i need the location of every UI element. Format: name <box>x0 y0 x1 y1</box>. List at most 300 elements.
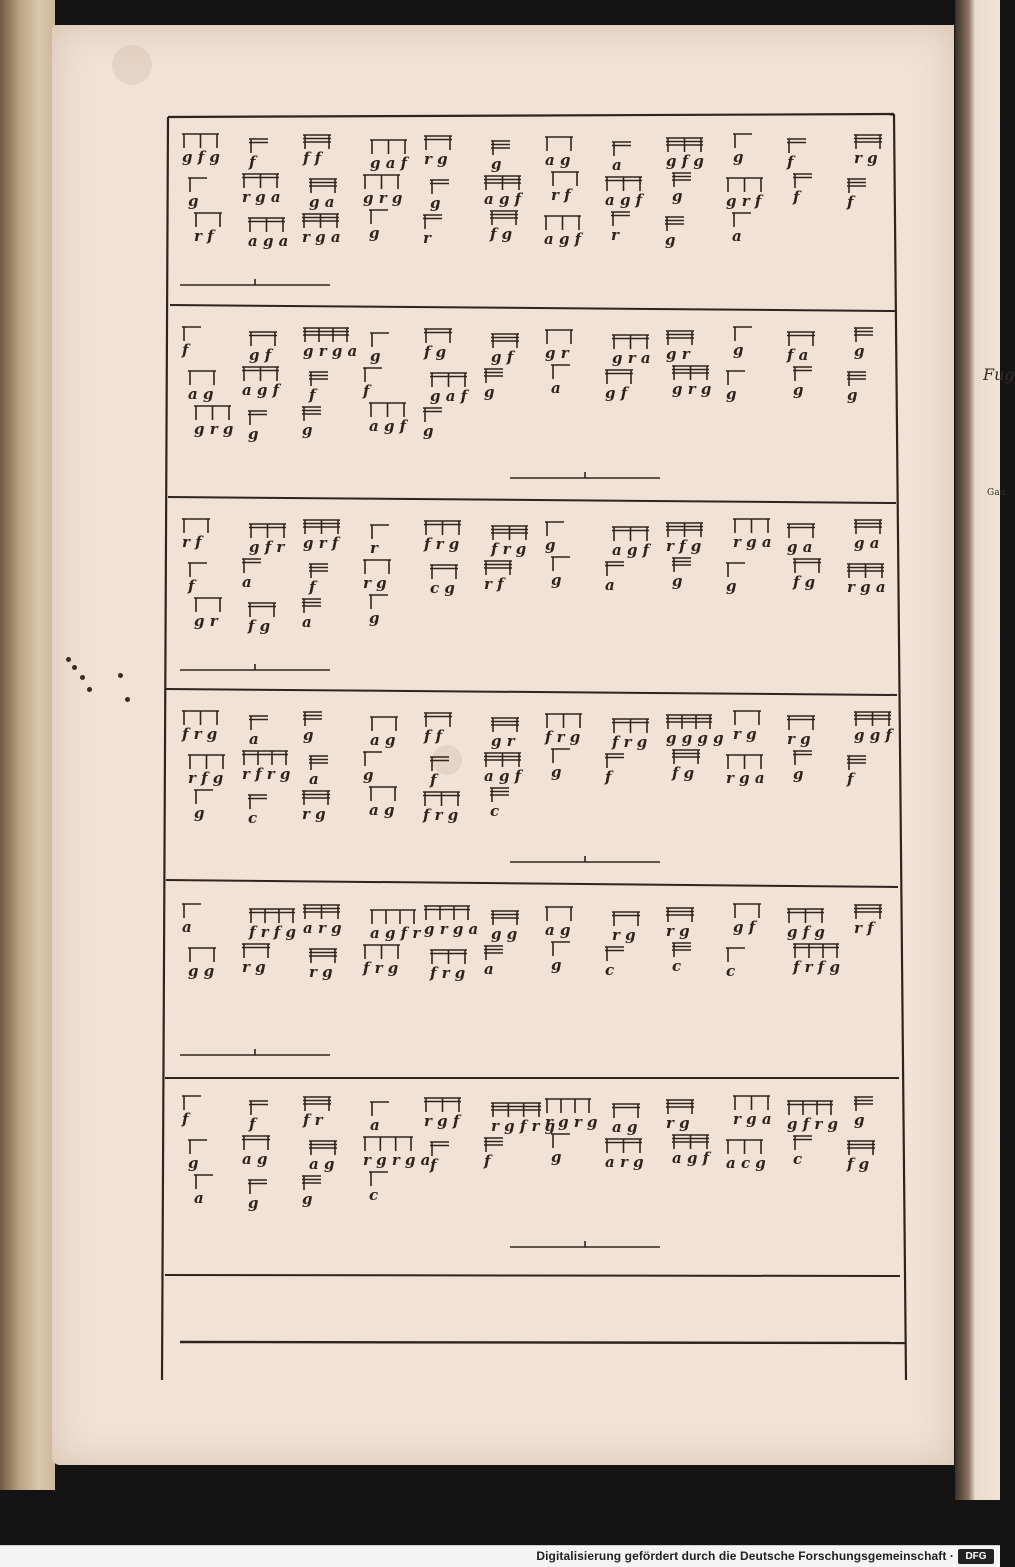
tablature-note-letters: g <box>733 148 744 166</box>
funding-credit: Digitalisierung gefördert durch die Deutsche Forschungsgemeinschaft · <box>536 1549 954 1563</box>
rhythm-sign <box>188 755 225 769</box>
rhythm-sign <box>787 139 806 153</box>
rhythm-sign <box>309 372 328 386</box>
tablature-note-letters: a <box>732 227 742 245</box>
tablature-note-letters: f r <box>303 1111 323 1129</box>
tie-mark <box>180 279 330 285</box>
tablature-note-letters: g f r g <box>787 1115 838 1133</box>
rhythm-sign <box>182 327 201 341</box>
tablature-note-letters: f <box>249 153 256 171</box>
rhythm-sign <box>182 134 219 148</box>
tablature-note-letters: a <box>309 770 319 788</box>
tablature-note-letters: r g <box>787 730 811 748</box>
rhythm-sign <box>424 906 470 920</box>
tablature-note-letters: a <box>302 613 312 631</box>
rhythm-sign <box>551 365 570 379</box>
tablature-note-letters: f g <box>847 1155 870 1173</box>
rhythm-sign <box>605 947 624 961</box>
tablature-note-letters: g <box>551 763 562 781</box>
tablature-note-letters: r f g <box>188 769 224 787</box>
rhythm-sign <box>248 603 276 617</box>
rhythm-sign <box>551 172 579 186</box>
tablature-note-letters: r g a <box>733 1110 772 1128</box>
tablature-note-letters: g <box>672 572 683 590</box>
tie-mark <box>510 1241 660 1247</box>
rhythm-sign <box>363 752 382 766</box>
tablature-note-letters: r g <box>302 805 326 823</box>
tablature-note-letters: r f <box>484 575 504 593</box>
rhythm-sign <box>242 1136 270 1150</box>
rhythm-sign <box>491 718 519 732</box>
tablature-note-letters: f g <box>424 343 447 361</box>
rhythm-sign <box>370 717 398 731</box>
rhythm-sign <box>484 753 521 767</box>
tablature-note-letters: f <box>309 386 316 404</box>
rhythm-sign <box>672 750 700 764</box>
rhythm-sign <box>672 173 691 187</box>
rhythm-sign <box>666 715 712 729</box>
tablature-note-letters: f r g <box>612 733 648 751</box>
tablature-note-letters: a g <box>370 731 396 749</box>
tablature-note-letters: a g <box>369 801 395 819</box>
rhythm-sign <box>733 134 752 148</box>
rhythm-sign <box>188 371 216 385</box>
tablature-note-letters: r g <box>666 922 690 940</box>
rhythm-sign <box>854 1097 873 1111</box>
tablature-note-letters: g r f <box>726 192 762 210</box>
tablature-note-letters: r g f r g <box>491 1117 556 1135</box>
rhythm-sign <box>666 138 703 152</box>
tablature-note-letters: a <box>484 960 494 978</box>
tablature-note-letters: g <box>793 381 804 399</box>
system-separator <box>166 880 898 887</box>
tablature-note-letters: g r g a <box>424 920 479 938</box>
rhythm-sign <box>182 904 201 918</box>
tablature-note-letters: g g f <box>854 726 892 744</box>
tablature-note-letters: g <box>369 224 380 242</box>
system-separator <box>165 1275 900 1276</box>
tablature-note-letters: r g <box>242 958 266 976</box>
rhythm-sign <box>423 792 460 806</box>
tablature-note-letters: r f r g <box>242 765 291 783</box>
rhythm-sign <box>612 912 640 926</box>
tablature-note-letters: r f <box>194 227 214 245</box>
tablature-note-letters: g f r <box>249 538 285 556</box>
tablature-note-letters: f <box>847 193 854 211</box>
rhythm-sign <box>612 335 649 349</box>
tablature-note-letters: g <box>854 1111 865 1129</box>
tablature-note-letters: f <box>182 1110 189 1128</box>
rhythm-sign <box>545 330 573 344</box>
tablature-note-letters: f <box>430 771 437 789</box>
tablature-note-letters: g r g <box>672 380 712 398</box>
tablature-note-letters: a g f <box>369 417 407 435</box>
tablature-note-letters: f f <box>303 149 322 167</box>
tablature-note-letters: g r g a <box>303 342 358 360</box>
rhythm-sign <box>847 756 866 770</box>
tablature-note-letters: g g <box>188 962 215 980</box>
rhythm-sign <box>194 598 222 612</box>
tablature-note-letters: c <box>248 809 258 827</box>
rhythm-sign <box>248 795 267 809</box>
tablature-note-letters: g <box>194 804 205 822</box>
rhythm-sign <box>249 909 295 923</box>
tablature-note-letters: g <box>847 386 858 404</box>
tablature-note-letters: a g f <box>242 381 280 399</box>
tablature-note-letters: f r g <box>182 725 218 743</box>
tablature-note-letters: f r g <box>491 540 527 558</box>
tablature-note-letters: r g a <box>847 578 886 596</box>
rhythm-sign <box>430 565 458 579</box>
rhythm-sign <box>369 210 388 224</box>
system-separator <box>168 497 896 503</box>
tablature-note-letters: g g g g <box>666 729 724 747</box>
tablature-note-letters: g <box>484 383 495 401</box>
rhythm-sign <box>491 334 519 348</box>
tablature-system <box>181 1096 875 1247</box>
rhythm-sign <box>545 137 573 151</box>
rhythm-sign <box>793 367 812 381</box>
tablature-note-letters: r g <box>612 926 636 944</box>
rhythm-sign <box>302 214 339 228</box>
rhythm-sign <box>194 406 231 420</box>
tablature-note-letters: g <box>188 1154 199 1172</box>
tablature-note-letters: c <box>605 961 615 979</box>
rhythm-sign <box>672 943 691 957</box>
tablature-note-letters: r <box>423 229 431 247</box>
tablature-system <box>180 904 882 1055</box>
tablature-note-letters: g <box>302 421 313 439</box>
tablature-note-letters: g <box>726 577 737 595</box>
tablature-note-letters: g f <box>249 346 272 364</box>
tablature-note-letters: c <box>793 1150 803 1168</box>
tablature-note-letters: g a <box>309 193 335 211</box>
rhythm-sign <box>302 791 330 805</box>
tablature-note-letters: g <box>854 342 865 360</box>
rhythm-sign <box>303 328 349 342</box>
tablature-note-letters: a g a <box>248 232 289 250</box>
rhythm-sign <box>787 716 815 730</box>
rhythm-sign <box>369 787 397 801</box>
rhythm-sign <box>484 369 503 383</box>
tablature-note-letters: r g a <box>242 188 281 206</box>
rhythm-sign <box>491 1103 541 1117</box>
rhythm-sign <box>370 140 407 154</box>
rhythm-sign <box>363 368 382 382</box>
tablature-note-letters: a g f <box>672 1149 710 1167</box>
tablature-note-letters: g r g <box>363 189 403 207</box>
tablature-note-letters: g f g <box>787 923 825 941</box>
rhythm-sign <box>484 561 512 575</box>
rhythm-sign <box>369 403 406 417</box>
rhythm-sign <box>188 1140 207 1154</box>
rhythm-sign <box>793 944 839 958</box>
tablature-note-letters: f <box>188 577 195 595</box>
rhythm-sign <box>787 524 815 538</box>
rhythm-sign <box>303 1097 331 1111</box>
tablature-note-letters: g f g <box>182 148 220 166</box>
tablature-note-letters: f f <box>424 727 443 745</box>
frame-left-rule <box>162 117 168 1380</box>
tablature-note-letters: f <box>484 1152 491 1170</box>
tablature-note-letters: g f <box>491 348 514 366</box>
rhythm-sign <box>793 559 821 573</box>
rhythm-sign <box>847 179 866 193</box>
tablature-note-letters: a g <box>612 1118 638 1136</box>
tablature-note-letters: g a f <box>370 154 408 172</box>
tablature-note-letters: r <box>611 226 619 244</box>
rhythm-sign <box>787 909 824 923</box>
tablature-note-letters: g <box>188 192 199 210</box>
rhythm-sign <box>424 521 461 535</box>
facing-page-word: Fug <box>983 365 1015 384</box>
rhythm-sign <box>242 944 270 958</box>
rhythm-sign <box>847 1141 875 1155</box>
rhythm-sign <box>249 332 277 346</box>
tablature-note-letters: c <box>369 1186 379 1204</box>
dfg-logo: DFG <box>958 1549 994 1564</box>
tablature-note-letters: a g f <box>605 191 643 209</box>
tablature-note-letters: f r g <box>430 964 466 982</box>
rhythm-sign <box>544 216 581 230</box>
rhythm-sign <box>733 1096 770 1110</box>
rhythm-sign <box>726 1140 763 1154</box>
tablature-system <box>180 134 882 285</box>
rhythm-sign <box>672 366 709 380</box>
rhythm-sign <box>182 1096 201 1110</box>
tablature-note-letters: a g <box>242 1150 268 1168</box>
tablature-note-letters: r f <box>854 919 874 937</box>
rhythm-sign <box>733 711 761 725</box>
rhythm-sign <box>249 524 286 538</box>
tablature-system <box>180 519 886 670</box>
rhythm-sign <box>423 215 442 229</box>
tablature-note-letters: g r g <box>194 420 234 438</box>
system-separator <box>166 689 897 695</box>
rhythm-sign <box>242 174 279 188</box>
tablature-note-letters: r g <box>733 725 757 743</box>
rhythm-sign <box>726 563 745 577</box>
tablature-note-letters: a <box>612 156 622 174</box>
tablature-note-letters: a r g <box>303 919 342 937</box>
rhythm-sign <box>182 711 219 725</box>
tablature-note-letters: f r g <box>423 806 459 824</box>
tablature-note-letters: g <box>545 536 556 554</box>
tablature-note-letters: f g <box>672 764 695 782</box>
rhythm-sign <box>249 716 268 730</box>
rhythm-sign <box>605 370 633 384</box>
rhythm-sign <box>370 1102 389 1116</box>
rhythm-sign <box>612 527 649 541</box>
rhythm-sign <box>672 558 691 572</box>
rhythm-sign <box>545 1099 591 1113</box>
rhythm-sign <box>302 1176 321 1190</box>
rhythm-sign <box>302 407 321 421</box>
rhythm-sign <box>424 136 452 150</box>
tablature-note-letters: r f g <box>666 537 702 555</box>
rhythm-sign <box>248 411 267 425</box>
tablature-note-letters: r g <box>854 149 878 167</box>
rhythm-sign <box>854 328 873 342</box>
tablature-note-letters: r g <box>363 574 387 592</box>
rhythm-sign <box>847 372 866 386</box>
rhythm-sign <box>491 141 510 155</box>
rhythm-sign <box>248 1180 267 1194</box>
tablature-note-letters: f <box>787 153 794 171</box>
tablature-note-letters: c <box>490 802 500 820</box>
facing-page-word: Gan <box>987 488 1006 498</box>
digitization-footer <box>0 1545 1000 1567</box>
rhythm-sign <box>726 755 763 769</box>
tablature-note-letters: r g r g a <box>363 1151 431 1169</box>
tablature-note-letters: f <box>249 1115 256 1133</box>
tablature-note-letters: g <box>551 956 562 974</box>
rhythm-sign <box>363 560 391 574</box>
tablature-note-letters: a g <box>309 1155 335 1173</box>
tablature-note-letters: f <box>309 578 316 596</box>
tablature-note-letters: a g f <box>612 541 650 559</box>
rhythm-sign <box>605 1139 642 1153</box>
tablature-system <box>181 327 873 478</box>
tablature-note-letters: a g <box>545 921 571 939</box>
tablature-note-letters: r g a <box>302 228 341 246</box>
rhythm-sign <box>612 719 649 733</box>
tablature-note-letters: a <box>370 1116 380 1134</box>
rhythm-sign <box>491 911 519 925</box>
tablature-note-letters: g r <box>666 345 690 363</box>
tablature-note-letters: g <box>491 155 502 173</box>
rhythm-sign <box>188 563 207 577</box>
rhythm-sign <box>363 1137 413 1151</box>
rhythm-sign <box>430 950 467 964</box>
rhythm-sign <box>303 905 340 919</box>
tablature-note-letters: r g a <box>726 769 765 787</box>
tablature-note-letters: f g <box>793 573 816 591</box>
rhythm-sign <box>611 212 630 226</box>
rhythm-sign <box>430 757 449 771</box>
tablature-note-letters: a <box>194 1189 204 1207</box>
tablature-note-letters: a <box>242 573 252 591</box>
rhythm-sign <box>309 179 337 193</box>
tie-mark <box>180 664 330 670</box>
rhythm-sign <box>733 327 752 341</box>
tablature-note-letters: r g <box>666 1114 690 1132</box>
rhythm-sign <box>726 178 763 192</box>
tie-mark <box>510 856 660 862</box>
tablature-note-letters: r g r g <box>545 1113 598 1131</box>
tablature-note-letters: g f <box>733 918 756 936</box>
tablature-note-letters: g <box>551 571 562 589</box>
tablature-note-letters: c <box>726 962 736 980</box>
frame-bottom-rule <box>180 1342 906 1343</box>
tablature-note-letters: a g f <box>544 230 582 248</box>
rhythm-sign <box>787 1101 833 1115</box>
tablature-note-letters: g f <box>605 384 628 402</box>
tablature-note-letters: f <box>430 1156 437 1174</box>
rhythm-sign <box>430 373 467 387</box>
rhythm-sign <box>369 1172 388 1186</box>
rhythm-sign <box>491 526 528 540</box>
rhythm-sign <box>726 948 745 962</box>
rhythm-sign <box>188 948 216 962</box>
rhythm-sign <box>666 523 703 537</box>
rhythm-sign <box>490 788 509 802</box>
rhythm-sign <box>424 1098 461 1112</box>
tablature-note-letters: g <box>248 425 259 443</box>
rhythm-sign <box>188 178 207 192</box>
rhythm-sign <box>605 562 624 576</box>
system-separator <box>170 305 895 311</box>
rhythm-sign <box>303 135 331 149</box>
rhythm-sign <box>248 218 285 232</box>
rhythm-sign <box>545 522 564 536</box>
tablature-note-letters: a g <box>545 151 571 169</box>
rhythm-sign <box>423 408 442 422</box>
tablature-note-letters: f a <box>787 346 809 364</box>
tablature-note-letters: a <box>182 918 192 936</box>
rhythm-sign <box>242 751 288 765</box>
rhythm-sign <box>854 712 891 726</box>
tablature-note-letters: f <box>363 382 370 400</box>
tablature-note-letters: f r g <box>363 959 399 977</box>
tablature-note-letters: f r f g <box>249 923 296 941</box>
rhythm-sign <box>363 175 400 189</box>
rhythm-sign <box>484 946 503 960</box>
rhythm-sign <box>303 712 322 726</box>
tablature-note-letters: g <box>302 1190 313 1208</box>
tablature-note-letters: g <box>363 766 374 784</box>
rhythm-sign <box>242 367 279 381</box>
rhythm-sign <box>194 790 213 804</box>
rhythm-sign <box>303 520 340 534</box>
tablature-note-letters: a g f r <box>370 924 421 942</box>
rhythm-sign <box>666 1100 694 1114</box>
tablature-note-letters: f <box>182 341 189 359</box>
rhythm-sign <box>309 564 328 578</box>
rhythm-sign <box>793 751 812 765</box>
tablature-note-letters: g <box>733 341 744 359</box>
rhythm-sign <box>726 371 745 385</box>
rhythm-sign <box>793 1136 812 1150</box>
rhythm-sign <box>665 217 684 231</box>
rhythm-sign <box>793 174 812 188</box>
tablature-note-letters: g <box>369 609 380 627</box>
rhythm-sign <box>612 1104 640 1118</box>
rhythm-sign <box>545 714 582 728</box>
rhythm-sign <box>666 331 694 345</box>
tablature-note-letters: g r <box>545 344 569 362</box>
tie-mark <box>510 472 660 478</box>
tablature-note-letters: f <box>605 768 612 786</box>
rhythm-sign <box>194 1175 213 1189</box>
tablature-note-letters: g r <box>491 732 515 750</box>
tablature-note-letters: g a <box>787 538 813 556</box>
tablature-note-letters: g <box>423 422 434 440</box>
tablature-note-letters: a g f <box>484 767 522 785</box>
rhythm-sign <box>672 1135 709 1149</box>
tablature-note-letters: f g <box>490 225 513 243</box>
tablature-note-letters: f r g <box>424 535 460 553</box>
tablature-note-letters: a <box>605 576 615 594</box>
rhythm-sign <box>370 525 389 539</box>
rhythm-sign <box>484 176 521 190</box>
rhythm-sign <box>732 213 751 227</box>
rhythm-sign <box>424 713 452 727</box>
tablature-system <box>181 711 894 862</box>
rhythm-sign <box>370 910 416 924</box>
tablature-note-letters: g <box>430 194 441 212</box>
tablature-note-letters: g <box>665 231 676 249</box>
